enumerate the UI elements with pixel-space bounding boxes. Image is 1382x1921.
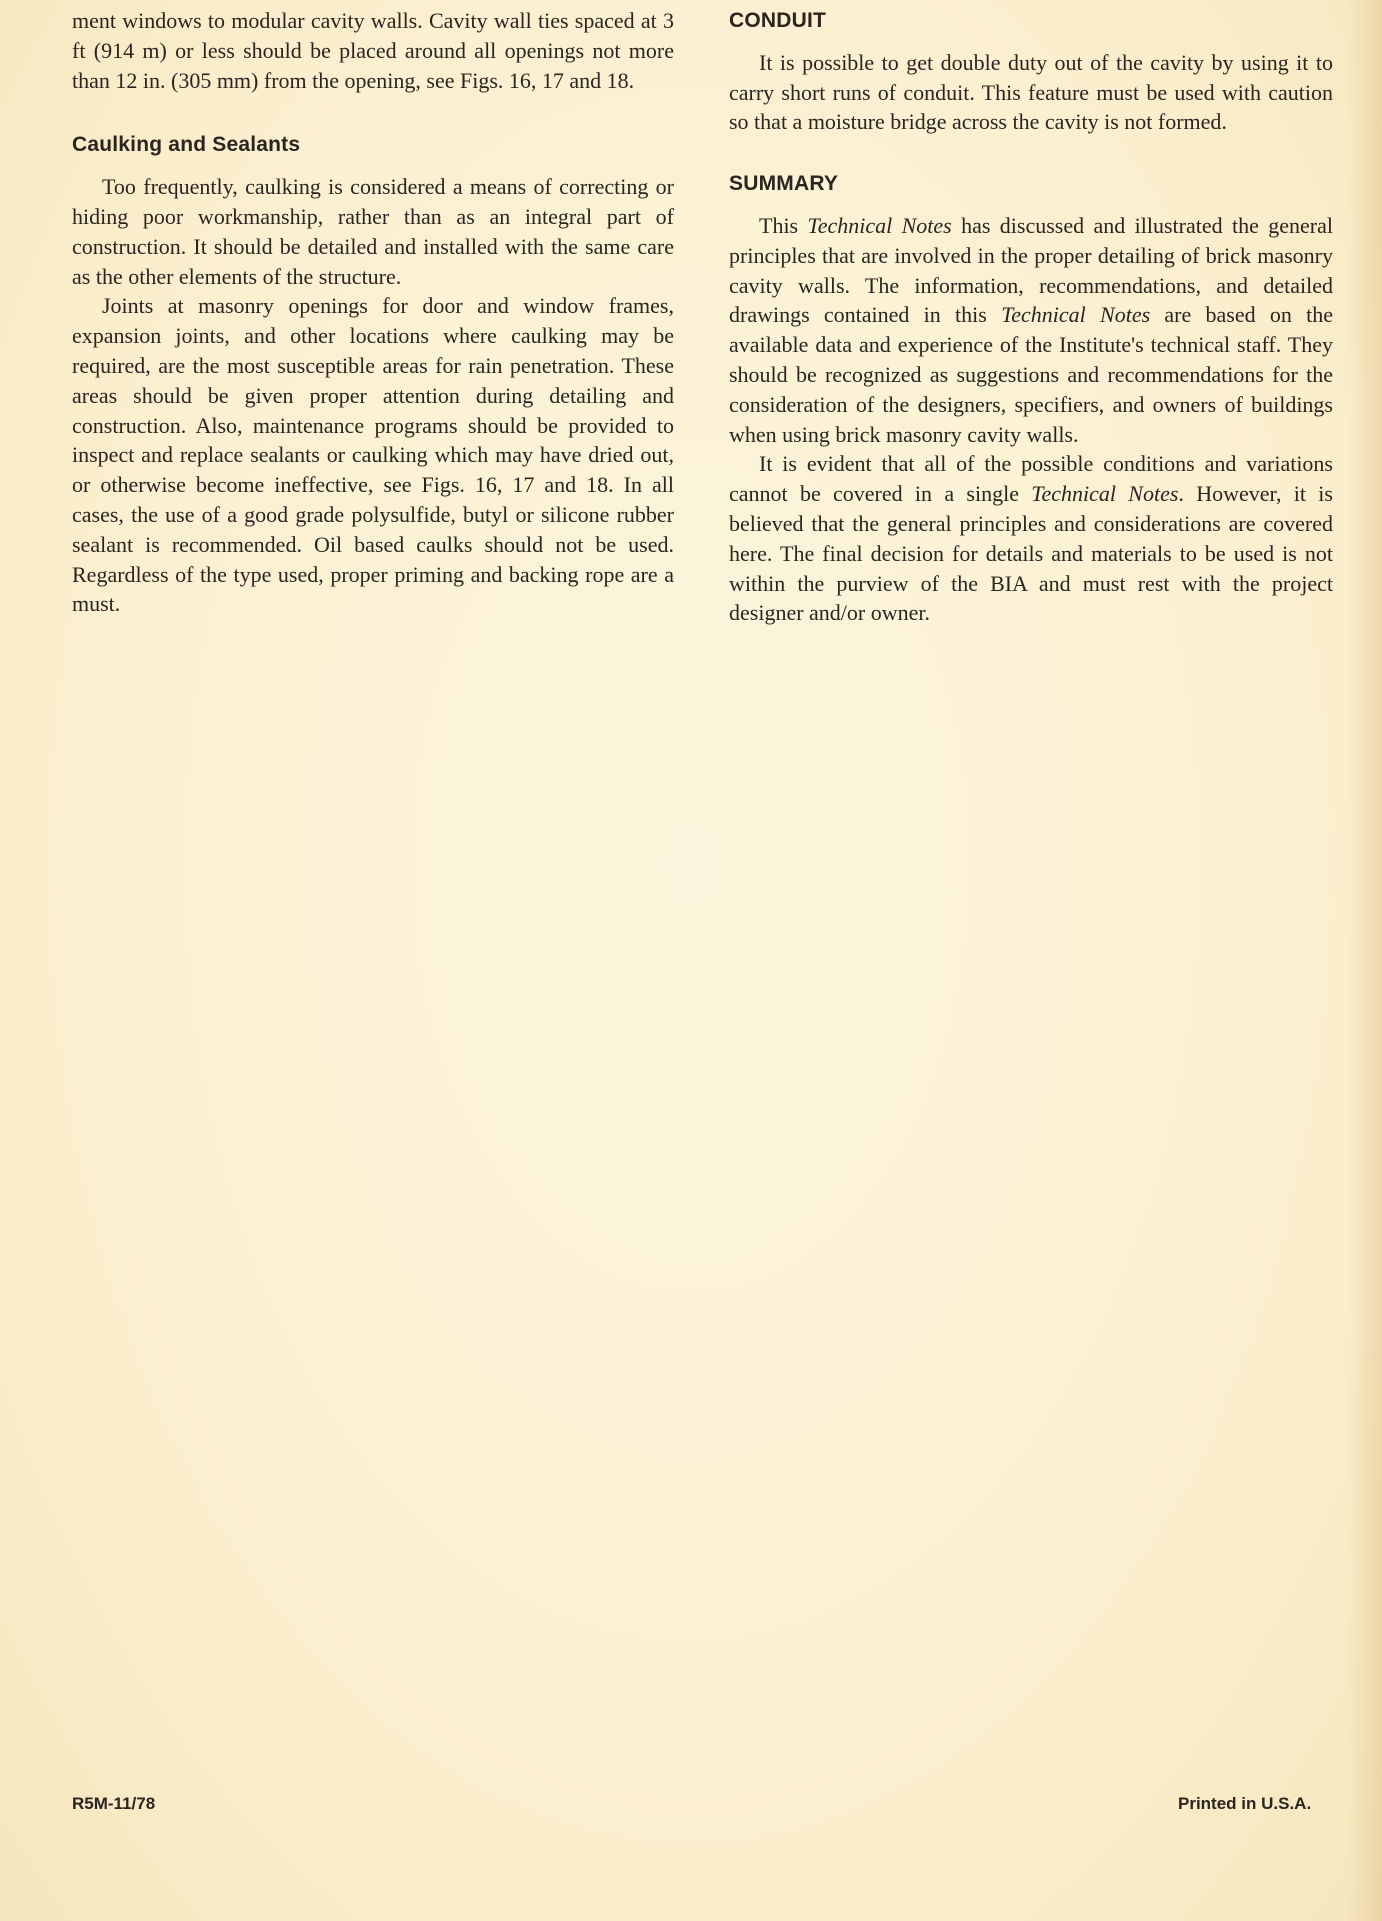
summary-paragraph-1 — [729, 211, 1333, 449]
summary-paragraph-2 — [729, 449, 1333, 628]
summary-1-italic-1: Technical Notes — [807, 212, 952, 238]
summary-1-text-c: are based on the available data and experience of the Institute's technical staff. They should be recognized as suggestions and recommendations for the consideration of the designers, specifiers, and owners of buildings when using brick masonry cavity walls. — [729, 302, 1333, 447]
footer-code: R5M-11/78 — [72, 1794, 156, 1813]
conduit-paragraph: It is possible to get double duty out of the cavity by using it to carry short runs of conduit. This feature must be used with caution so that a moisture bridge across the cavity is not formed. — [729, 49, 1333, 135]
summary-1-text-a: This — [759, 212, 808, 238]
summary-2-text-a: It is evident that all of the possible conditions and variations cannot be covered in a single — [729, 451, 1333, 507]
summary-1-text-b: has discussed and illustrated the general principles that are involved in the proper detailing of brick masonry cavity walls. The information, recommendations, and detailed drawings contained in this — [729, 212, 1333, 328]
caulking-paragraph-2: Joints at masonry openings for door and window frames, expansion joints, and other locations where caulking may be required, are the most susceptible areas for rain penetration. These areas should be given proper attention during detailing and construction. Also, maintenance programs should be provided to inspect and replace sealants or caulking which may have dried out, or otherwise become ineffective, see Figs. 16, 17 and 18. In all cases, the use of a good grade polysulfide, butyl or silicone rubber sealant is recommended. Oil based caulks should not be used. Regardless of the type used, proper priming and backing rope are a must. — [72, 293, 674, 617]
summary-1-italic-2: Technical Notes — [1001, 302, 1151, 328]
left-column — [72, 6, 674, 619]
conduit-heading: CONDUIT — [729, 9, 827, 32]
continuation-paragraph: ment windows to modular cavity walls. Cavity wall ties spaced at 3 ft (914 m) or less should be placed around all openings not more than 12 in. (305 mm) from the opening, see Figs. 16, 17 and 18. — [72, 8, 674, 93]
footer-printed: Printed in U.S.A. — [1178, 1794, 1312, 1813]
caulking-paragraph-1: Too frequently, caulking is considered a means of correcting or hiding poor workmanship, rather than as an integral part of construction. It should be detailed and installed with the same care as the other elements of the structure. — [72, 174, 674, 289]
page-edge-shadow — [1348, 0, 1382, 1921]
summary-2-italic: Technical Notes — [1031, 481, 1179, 507]
summary-heading: SUMMARY — [729, 172, 839, 196]
summary-2-text-b: . However, it is believed that the general principles and considerations are covered here. The final decision for details and materials to be used is not within the purview of the BIA and must rest with the project designer and/or owner. — [729, 481, 1333, 626]
caulking-heading: Caulking and Sealants — [72, 133, 301, 157]
right-column — [729, 6, 1333, 628]
